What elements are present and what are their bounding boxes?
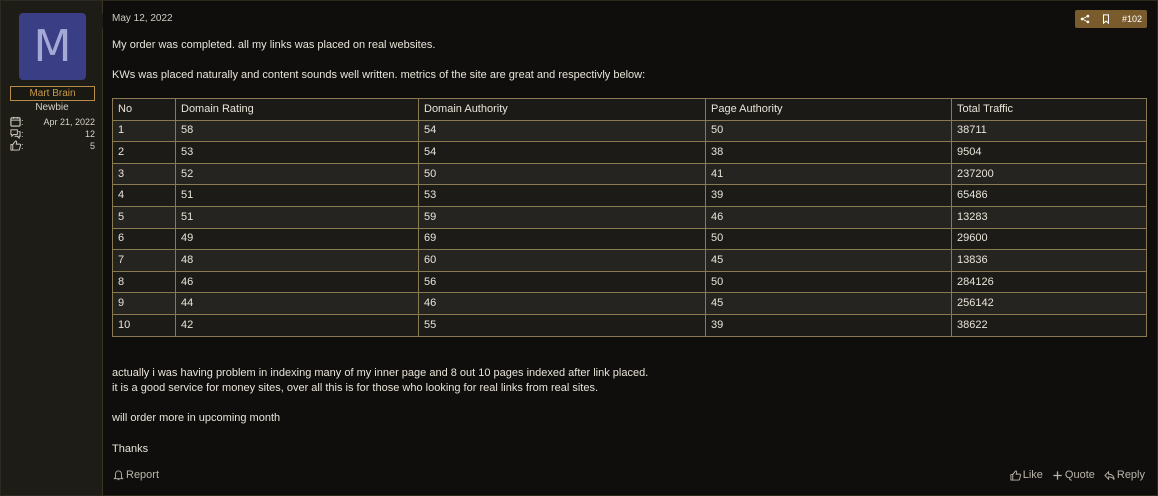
table-cell: 38 bbox=[706, 142, 952, 164]
table-cell: 46 bbox=[176, 271, 419, 293]
table-cell: 42 bbox=[176, 314, 419, 336]
table-cell: 59 bbox=[419, 206, 706, 228]
username-link[interactable]: Mart Brain bbox=[10, 86, 95, 101]
messages-value: 12 bbox=[84, 129, 95, 139]
table-row bbox=[113, 293, 1147, 315]
quote-button[interactable] bbox=[1052, 469, 1095, 481]
table-header-row bbox=[113, 99, 1147, 121]
report-button[interactable] bbox=[113, 469, 159, 481]
like-label: Like bbox=[1022, 469, 1043, 481]
reply-button[interactable] bbox=[1104, 469, 1145, 481]
table-cell: 8 bbox=[113, 271, 176, 293]
share-icon[interactable] bbox=[1080, 14, 1090, 24]
table-cell: 52 bbox=[176, 163, 419, 185]
reactions-stat bbox=[10, 140, 95, 152]
table-cell: 256142 bbox=[952, 293, 1147, 315]
post-arrow bbox=[95, 13, 103, 29]
table-header-cell: Total Traffic bbox=[952, 99, 1147, 121]
post-date[interactable]: May 12, 2022 bbox=[112, 13, 173, 24]
post-paragraph-5: Thanks bbox=[112, 443, 149, 455]
joined-value: Apr 21, 2022 bbox=[43, 117, 95, 127]
table-cell: 4 bbox=[113, 185, 176, 207]
post-tools bbox=[1075, 10, 1147, 28]
table-cell: 56 bbox=[419, 271, 706, 293]
table-cell: 45 bbox=[706, 293, 952, 315]
stat-colon: : bbox=[21, 129, 24, 139]
post-paragraph-4: will order more in upcoming month bbox=[112, 412, 281, 424]
table-cell: 49 bbox=[176, 228, 419, 250]
table-cell: 69 bbox=[419, 228, 706, 250]
table-cell: 53 bbox=[419, 185, 706, 207]
stat-colon: : bbox=[21, 141, 24, 151]
table-cell: 46 bbox=[419, 293, 706, 315]
table-row bbox=[113, 142, 1147, 164]
post-paragraph-3-line-1: actually i was having problem in indexing many of my inner page and 8 out 10 pages indexed after link placed. bbox=[112, 367, 649, 379]
table-row bbox=[113, 120, 1147, 142]
table-cell: 54 bbox=[419, 120, 706, 142]
reactions-value: 5 bbox=[89, 141, 95, 151]
post-number[interactable]: #102 bbox=[1121, 14, 1142, 24]
table-cell: 39 bbox=[706, 314, 952, 336]
table-cell: 284126 bbox=[952, 271, 1147, 293]
table-cell: 55 bbox=[419, 314, 706, 336]
table-cell: 46 bbox=[706, 206, 952, 228]
table-cell: 13283 bbox=[952, 206, 1147, 228]
post-paragraph-1: My order was completed. all my links was placed on real websites. bbox=[112, 39, 436, 51]
table-cell: 50 bbox=[706, 120, 952, 142]
user-title: Newbie bbox=[35, 102, 69, 113]
thumbs-up-icon bbox=[1010, 470, 1021, 481]
table-cell: 65486 bbox=[952, 185, 1147, 207]
reply-label: Reply bbox=[1116, 469, 1145, 481]
report-label: Report bbox=[126, 469, 160, 481]
table-row bbox=[113, 314, 1147, 336]
like-button[interactable] bbox=[1010, 469, 1043, 481]
post-paragraph-2: KWs was placed naturally and content sounds well written. metrics of the site are great and respectivly below: bbox=[112, 69, 646, 81]
avatar[interactable]: M bbox=[19, 13, 86, 80]
bookmark-icon[interactable] bbox=[1101, 14, 1111, 24]
table-cell: 44 bbox=[176, 293, 419, 315]
quote-label: Quote bbox=[1064, 469, 1095, 481]
table-cell: 3 bbox=[113, 163, 176, 185]
table-row bbox=[113, 185, 1147, 207]
table-cell: 50 bbox=[706, 228, 952, 250]
table-cell: 10 bbox=[113, 314, 176, 336]
post-paragraph-3-line-2: it is a good service for money sites, over all this is for those who looking for real links from real sites. bbox=[112, 382, 599, 394]
metrics-table bbox=[112, 98, 1147, 337]
bell-icon bbox=[113, 470, 124, 481]
joined-stat bbox=[10, 116, 95, 128]
table-cell: 1 bbox=[113, 120, 176, 142]
table-cell: 51 bbox=[176, 206, 419, 228]
table-cell: 41 bbox=[706, 163, 952, 185]
table-cell: 7 bbox=[113, 250, 176, 272]
table-cell: 50 bbox=[419, 163, 706, 185]
post-actions bbox=[1001, 469, 1145, 481]
table-cell: 58 bbox=[176, 120, 419, 142]
table-row bbox=[113, 228, 1147, 250]
user-info-column bbox=[1, 1, 103, 495]
messages-stat bbox=[10, 128, 95, 140]
stat-colon: : bbox=[21, 117, 24, 127]
table-cell: 38622 bbox=[952, 314, 1147, 336]
table-header-cell: Page Authority bbox=[706, 99, 952, 121]
table-cell: 53 bbox=[176, 142, 419, 164]
table-cell: 54 bbox=[419, 142, 706, 164]
table-cell: 6 bbox=[113, 228, 176, 250]
table-header-cell: No bbox=[113, 99, 176, 121]
table-row bbox=[113, 271, 1147, 293]
plus-icon bbox=[1052, 470, 1063, 481]
table-cell: 39 bbox=[706, 185, 952, 207]
table-cell: 48 bbox=[176, 250, 419, 272]
table-header-cell: Domain Rating bbox=[176, 99, 419, 121]
table-cell: 38711 bbox=[952, 120, 1147, 142]
table-cell: 60 bbox=[419, 250, 706, 272]
table-row bbox=[113, 206, 1147, 228]
table-cell: 9 bbox=[113, 293, 176, 315]
table-cell: 50 bbox=[706, 271, 952, 293]
table-cell: 2 bbox=[113, 142, 176, 164]
table-row bbox=[113, 163, 1147, 185]
table-cell: 29600 bbox=[952, 228, 1147, 250]
table-cell: 237200 bbox=[952, 163, 1147, 185]
table-cell: 13836 bbox=[952, 250, 1147, 272]
table-cell: 9504 bbox=[952, 142, 1147, 164]
table-cell: 45 bbox=[706, 250, 952, 272]
reply-icon bbox=[1104, 470, 1115, 481]
table-cell: 51 bbox=[176, 185, 419, 207]
table-cell: 5 bbox=[113, 206, 176, 228]
table-row bbox=[113, 250, 1147, 272]
table-header-cell: Domain Authority bbox=[419, 99, 706, 121]
